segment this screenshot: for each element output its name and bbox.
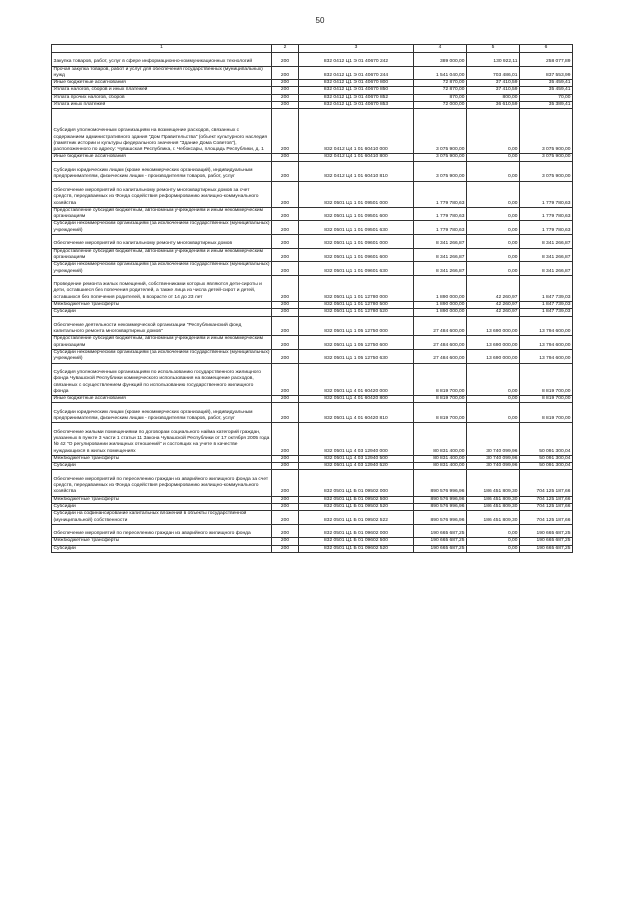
row-executed-cell: 0,00 [467, 235, 520, 249]
row-classification-cell: 832 0501 Ц1 4 03 12940 520 [299, 463, 414, 470]
row-code-cell: 200 [272, 363, 299, 396]
table-row [52, 102, 573, 109]
row-approved-cell: 890 576 996,96 [414, 496, 467, 503]
row-approved-cell: 27 484 600,00 [414, 336, 467, 350]
row-classification-cell: 832 0501 Ц1 1 01 09601 000 [299, 235, 414, 249]
row-approved-cell: 870,00 [414, 94, 467, 101]
row-remaining-cell: 8 341 266,87 [520, 235, 573, 249]
row-name-cell: Обеспечение мероприятий по капитальному ремонту многоквартирных домов [52, 235, 272, 249]
row-code-cell: 200 [272, 154, 299, 161]
row-remaining-cell: 50 091 300,04 [520, 423, 573, 456]
row-classification-cell: 832 0501 Ц1 1 01 12780 520 [299, 309, 414, 316]
row-classification-cell: 832 0501 Ц1 Б 01 09502 520 [299, 503, 414, 510]
row-executed-cell: 0,00 [467, 207, 520, 221]
table-row [52, 181, 573, 207]
row-name-cell: Обеспечение жилыми помещениями по договорам социального найма категорий граждан, указанных в пункте 3 части 1 статьи 11 Закона Чувашской Республики от 17 октября 2005 года № 42 "О регулировании жилищных отношений" и состоящих на учете в качестве нуждающихся в жилых помещениях [52, 423, 272, 456]
table-row [52, 262, 573, 276]
row-approved-cell: 8 819 700,00 [414, 403, 467, 423]
row-approved-cell: 1 890 000,00 [414, 275, 467, 301]
table-row [52, 53, 573, 67]
row-remaining-cell: 704 125 187,66 [520, 503, 573, 510]
row-approved-cell: 389 000,00 [414, 53, 467, 67]
row-executed-cell: 13 690 000,00 [467, 350, 520, 364]
row-name-cell: Субсидии [52, 309, 272, 316]
row-name-cell: Уплата прочих налогов, сборов [52, 94, 272, 101]
row-executed-cell: 30 740 099,96 [467, 455, 520, 462]
budget-table [51, 44, 573, 553]
row-classification-cell: 832 0501 Ц1 1 01 09501 000 [299, 181, 414, 207]
row-code-cell: 200 [272, 463, 299, 470]
table-row [52, 511, 573, 525]
row-code-cell: 200 [272, 94, 299, 101]
row-executed-cell: 703 486,01 [467, 66, 520, 80]
row-remaining-cell: 13 794 600,00 [520, 350, 573, 364]
row-remaining-cell: 704 125 187,66 [520, 511, 573, 525]
row-classification-cell: 832 0501 Ц1 1 01 09601 630 [299, 262, 414, 276]
row-approved-cell: 80 831 400,00 [414, 455, 467, 462]
row-code-cell: 200 [272, 455, 299, 462]
row-name-cell: Закупка товаров, работ, услуг в сфере информационно-коммуникационных технологий [52, 53, 272, 67]
row-name-cell: Субсидия уполномоченным организациям на возмещение расходов, связанных с содержанием административного здания "Дом Правительства" (объект культурного наследия (памятник истории и культуры федерального значения "Здание Дома Советов"), расположенного по адресу: Чувашская Республика, г. Чебоксары, площадь Республики, д. 1 [52, 109, 272, 154]
table-row [52, 470, 573, 496]
row-code-cell: 200 [272, 181, 299, 207]
row-approved-cell: 190 665 687,25 [414, 538, 467, 545]
row-code-cell: 200 [272, 403, 299, 423]
row-code-cell: 200 [272, 336, 299, 350]
row-approved-cell: 8 341 266,87 [414, 235, 467, 249]
row-executed-cell: 0,00 [467, 154, 520, 161]
row-name-cell: Уплата налогов, сборов и иных платежей [52, 87, 272, 94]
row-name-cell: Предоставление субсидий бюджетным, автономным учреждениям и иным некоммерческим организациям [52, 336, 272, 350]
row-executed-cell: 0,00 [467, 538, 520, 545]
table-row [52, 94, 573, 101]
row-executed-cell: 13 690 000,00 [467, 336, 520, 350]
row-executed-cell: 37 410,59 [467, 87, 520, 94]
row-classification-cell: 832 0412 Ц1 Э 01 40670 244 [299, 66, 414, 80]
table-row [52, 403, 573, 423]
row-remaining-cell: 13 794 600,00 [520, 316, 573, 336]
row-name-cell: Субсидии [52, 545, 272, 552]
row-approved-cell: 890 576 996,96 [414, 470, 467, 496]
row-executed-cell: 30 740 099,96 [467, 423, 520, 456]
row-classification-cell: 832 0412 Ц1 Э 01 40670 242 [299, 53, 414, 67]
row-classification-cell: 832 0501 Ц1 4 01 60420 000 [299, 363, 414, 396]
table-row [52, 309, 573, 316]
row-executed-cell: 186 451 809,30 [467, 503, 520, 510]
row-code-cell: 200 [272, 248, 299, 262]
row-remaining-cell: 837 553,99 [520, 66, 573, 80]
row-approved-cell: 27 484 600,00 [414, 316, 467, 336]
row-code-cell: 200 [272, 87, 299, 94]
table-row [52, 161, 573, 181]
row-approved-cell: 1 541 040,00 [414, 66, 467, 80]
row-code-cell: 200 [272, 235, 299, 249]
table-row [52, 154, 573, 161]
row-code-cell: 200 [272, 53, 299, 67]
row-executed-cell: 186 451 809,30 [467, 496, 520, 503]
row-approved-cell: 72 000,00 [414, 102, 467, 109]
row-classification-cell: 832 0501 Ц1 Б 01 09602 520 [299, 545, 414, 552]
row-code-cell: 200 [272, 423, 299, 456]
row-name-cell: Предоставление субсидий бюджетным, автономным учреждениям и иным некоммерческим организациям [52, 207, 272, 221]
table-row [52, 316, 573, 336]
row-name-cell: Субсидии некоммерческим организациям (за исключением государственных (муниципальных) учреждений) [52, 350, 272, 364]
row-code-cell: 200 [272, 302, 299, 309]
row-code-cell: 200 [272, 221, 299, 235]
row-executed-cell: 0,00 [467, 545, 520, 552]
row-approved-cell: 3 075 900,00 [414, 161, 467, 181]
row-executed-cell: 42 260,97 [467, 309, 520, 316]
table-row [52, 503, 573, 510]
row-classification-cell: 832 0501 Ц1 4 03 12940 500 [299, 455, 414, 462]
row-remaining-cell: 704 125 187,66 [520, 496, 573, 503]
row-name-cell: Межбюджетные трансферты [52, 496, 272, 503]
row-approved-cell: 80 831 400,00 [414, 463, 467, 470]
row-executed-cell: 0,00 [467, 221, 520, 235]
row-classification-cell: 832 0412 Ц4 1 01 60410 000 [299, 109, 414, 154]
row-remaining-cell: 1 847 739,03 [520, 275, 573, 301]
row-remaining-cell: 190 665 687,25 [520, 545, 573, 552]
row-name-cell: Субсидии [52, 503, 272, 510]
row-code-cell: 200 [272, 275, 299, 301]
row-remaining-cell: 1 847 739,03 [520, 309, 573, 316]
row-code-cell: 200 [272, 470, 299, 496]
row-remaining-cell: 13 794 600,00 [520, 336, 573, 350]
row-code-cell: 200 [272, 524, 299, 538]
row-approved-cell: 1 779 780,63 [414, 221, 467, 235]
table-row [52, 463, 573, 470]
row-classification-cell: 832 0501 Ц1 1 05 12750 000 [299, 316, 414, 336]
header-cell: 5 [467, 45, 520, 53]
row-name-cell: Межбюджетные трансферты [52, 538, 272, 545]
row-approved-cell: 3 075 900,00 [414, 109, 467, 154]
table-row [52, 109, 573, 154]
row-code-cell: 200 [272, 511, 299, 525]
row-classification-cell: 832 0501 Ц1 4 03 12940 000 [299, 423, 414, 456]
row-approved-cell: 890 576 996,96 [414, 511, 467, 525]
row-executed-cell: 0,00 [467, 248, 520, 262]
row-code-cell: 200 [272, 109, 299, 154]
row-name-cell: Субсидии некоммерческим организациям (за исключением государственных (муниципальных) учреждений) [52, 262, 272, 276]
table-row [52, 363, 573, 396]
row-remaining-cell: 1 847 739,03 [520, 302, 573, 309]
row-name-cell: Субсидия уполномоченным организациям по использованию государственного жилищного фонда Чувашской Республики коммерческого использования на возмещение расходов, связанных с осуществлением функций по использованию государственного жилищного фонда [52, 363, 272, 396]
row-remaining-cell: 1 779 780,63 [520, 181, 573, 207]
row-executed-cell: 13 690 000,00 [467, 316, 520, 336]
row-classification-cell: 832 0412 Ц1 Э 01 40670 853 [299, 102, 414, 109]
row-approved-cell: 72 870,00 [414, 87, 467, 94]
row-executed-cell: 186 451 809,30 [467, 470, 520, 496]
row-classification-cell: 832 0412 Ц1 Э 01 40670 850 [299, 87, 414, 94]
row-code-cell: 200 [272, 545, 299, 552]
row-classification-cell: 832 0412 Ц1 Э 01 40670 800 [299, 80, 414, 87]
row-executed-cell: 130 922,11 [467, 53, 520, 67]
row-name-cell: Иные бюджетные ассигнования [52, 396, 272, 403]
row-approved-cell: 3 075 900,00 [414, 154, 467, 161]
row-classification-cell: 832 0501 Ц1 Б 01 09502 000 [299, 470, 414, 496]
row-remaining-cell: 190 665 687,25 [520, 538, 573, 545]
row-executed-cell: 42 260,97 [467, 275, 520, 301]
row-executed-cell: 42 260,97 [467, 302, 520, 309]
row-executed-cell: 0,00 [467, 363, 520, 396]
row-remaining-cell: 3 075 900,00 [520, 154, 573, 161]
row-code-cell: 200 [272, 316, 299, 336]
row-remaining-cell: 8 819 700,00 [520, 363, 573, 396]
row-classification-cell: 832 0501 Ц1 1 01 09601 600 [299, 248, 414, 262]
row-remaining-cell: 8 819 700,00 [520, 396, 573, 403]
row-remaining-cell: 50 091 300,04 [520, 455, 573, 462]
table-row [52, 302, 573, 309]
row-name-cell: Прочая закупка товаров, работ и услуг для обеспечения государственных (муниципальных) нужд [52, 66, 272, 80]
row-code-cell: 200 [272, 207, 299, 221]
row-approved-cell: 190 665 687,25 [414, 524, 467, 538]
row-approved-cell: 80 831 400,00 [414, 423, 467, 456]
row-executed-cell: 0,00 [467, 396, 520, 403]
row-approved-cell: 1 890 000,00 [414, 302, 467, 309]
row-approved-cell: 1 890 000,00 [414, 309, 467, 316]
row-classification-cell: 832 0501 Ц1 1 01 09501 600 [299, 207, 414, 221]
table-row [52, 221, 573, 235]
row-classification-cell: 832 0501 Ц1 4 01 60420 810 [299, 403, 414, 423]
row-code-cell: 200 [272, 80, 299, 87]
row-remaining-cell: 70,00 [520, 94, 573, 101]
table-row [52, 350, 573, 364]
table-row [52, 538, 573, 545]
table-row [52, 496, 573, 503]
row-classification-cell: 832 0412 Ц4 1 01 60410 810 [299, 161, 414, 181]
row-classification-cell: 832 0501 Ц1 1 05 12750 630 [299, 350, 414, 364]
row-code-cell: 200 [272, 496, 299, 503]
table-row [52, 66, 573, 80]
row-code-cell: 200 [272, 161, 299, 181]
row-approved-cell: 1 779 780,63 [414, 207, 467, 221]
row-remaining-cell: 8 341 266,87 [520, 262, 573, 276]
row-name-cell: Уплата иных платежей [52, 102, 272, 109]
row-name-cell: Субсидии [52, 463, 272, 470]
row-name-cell: Субсидии некоммерческим организациям (за исключением государственных (муниципальных) учреждений) [52, 221, 272, 235]
row-name-cell: Межбюджетные трансферты [52, 302, 272, 309]
row-code-cell: 200 [272, 538, 299, 545]
row-code-cell: 200 [272, 102, 299, 109]
page-number: 50 [315, 16, 325, 25]
table-row [52, 275, 573, 301]
row-name-cell: Предоставление субсидий бюджетным, автономным учреждениям и иным некоммерческим организациям [52, 248, 272, 262]
row-remaining-cell: 190 665 687,25 [520, 524, 573, 538]
header-cell: 3 [299, 45, 414, 53]
row-classification-cell: 832 0501 Ц1 1 05 12750 600 [299, 336, 414, 350]
row-remaining-cell: 35 389,41 [520, 102, 573, 109]
row-executed-cell: 30 740 099,96 [467, 463, 520, 470]
row-classification-cell: 832 0501 Ц1 Б 01 09602 000 [299, 524, 414, 538]
row-approved-cell: 8 341 266,87 [414, 262, 467, 276]
row-executed-cell: 0,00 [467, 262, 520, 276]
header-cell: 2 [272, 45, 299, 53]
row-classification-cell: 832 0501 Ц1 1 01 09501 630 [299, 221, 414, 235]
header-cell: 1 [52, 45, 272, 53]
row-remaining-cell: 35 459,41 [520, 80, 573, 87]
table-row [52, 455, 573, 462]
table-row [52, 524, 573, 538]
row-remaining-cell: 8 341 266,87 [520, 248, 573, 262]
row-approved-cell: 8 819 700,00 [414, 396, 467, 403]
row-approved-cell: 1 779 780,63 [414, 181, 467, 207]
row-remaining-cell: 3 075 900,00 [520, 161, 573, 181]
row-classification-cell: 832 0501 Ц1 1 01 12780 500 [299, 302, 414, 309]
row-remaining-cell: 704 125 187,66 [520, 470, 573, 496]
row-name-cell: Субсидии юридическим лицам (кроме некоммерческих организаций), индивидуальным предпринимателям, физическим лицам - производителям товаров, работ, услуг [52, 403, 272, 423]
row-remaining-cell: 35 459,41 [520, 87, 573, 94]
row-name-cell: Межбюджетные трансферты [52, 455, 272, 462]
table-row [52, 396, 573, 403]
row-remaining-cell: 50 091 300,04 [520, 463, 573, 470]
row-approved-cell: 8 819 700,00 [414, 363, 467, 396]
row-name-cell: Субсидии на софинансирование капитальных вложений в объекты государственной (муниципальной) собственности [52, 511, 272, 525]
table-row [52, 207, 573, 221]
table-row [52, 248, 573, 262]
row-executed-cell: 0,00 [467, 109, 520, 154]
row-name-cell: Обеспечение мероприятий по капитальному ремонту многоквартирных домов за счет средств, передаваемых из Фонда содействия реформированию жилищно-коммунального хозяйства [52, 181, 272, 207]
table-row [52, 87, 573, 94]
row-classification-cell: 832 0501 Ц1 4 01 60420 800 [299, 396, 414, 403]
row-classification-cell: 832 0501 Ц1 Б 01 09502 500 [299, 496, 414, 503]
row-code-cell: 200 [272, 309, 299, 316]
row-name-cell: Иные бюджетные ассигнования [52, 154, 272, 161]
row-classification-cell: 832 0501 Ц1 Б 01 09502 522 [299, 511, 414, 525]
row-executed-cell: 37 410,59 [467, 80, 520, 87]
row-approved-cell: 190 665 687,25 [414, 545, 467, 552]
row-executed-cell: 0,00 [467, 161, 520, 181]
row-code-cell: 200 [272, 503, 299, 510]
row-code-cell: 200 [272, 350, 299, 364]
row-remaining-cell: 3 075 900,00 [520, 109, 573, 154]
row-classification-cell: 832 0412 Ц4 1 01 60410 800 [299, 154, 414, 161]
row-remaining-cell: 258 077,89 [520, 53, 573, 67]
table-row [52, 336, 573, 350]
row-executed-cell: 0,00 [467, 524, 520, 538]
row-approved-cell: 27 484 600,00 [414, 350, 467, 364]
row-name-cell: Субсидии юридическим лицам (кроме некоммерческих организаций), индивидуальным предпринимателям, физическим лицам - производителям товаров, работ, услуг [52, 161, 272, 181]
table-row [52, 80, 573, 87]
header-cell: 6 [520, 45, 573, 53]
table-row [52, 235, 573, 249]
row-code-cell: 200 [272, 262, 299, 276]
row-name-cell: Обеспечение мероприятий по переселению граждан из аварийного жилищного фонда за счет средств, передаваемых из Фонда содействия реформированию жилищно-коммунального хозяйства [52, 470, 272, 496]
row-executed-cell: 0,00 [467, 181, 520, 207]
row-classification-cell: 832 0501 Ц1 Б 01 09602 500 [299, 538, 414, 545]
row-remaining-cell: 8 819 700,00 [520, 403, 573, 423]
row-approved-cell: 72 870,00 [414, 80, 467, 87]
table-row [52, 545, 573, 552]
row-classification-cell: 832 0412 Ц1 Э 01 40670 852 [299, 94, 414, 101]
row-name-cell: Проведение ремонта жилых помещений, собственниками которых являются дети-сироты и дети, оставшиеся без попечения родителей, а также лица из числа детей-сирот и детей, оставшихся без попечения родителей, в возрасте от 14 до 23 лет [52, 275, 272, 301]
row-executed-cell: 186 451 809,30 [467, 511, 520, 525]
header-cell: 4 [414, 45, 467, 53]
table-row [52, 423, 573, 456]
row-name-cell: Обеспечение деятельности некоммерческой организации "Республиканский фонд капитального ремонта многоквартирных домов" [52, 316, 272, 336]
row-code-cell: 200 [272, 66, 299, 80]
row-executed-cell: 800,00 [467, 94, 520, 101]
row-name-cell: Обеспечение мероприятий по переселению граждан из аварийного жилищного фонда [52, 524, 272, 538]
row-executed-cell: 0,00 [467, 403, 520, 423]
row-code-cell: 200 [272, 396, 299, 403]
row-remaining-cell: 1 779 780,63 [520, 221, 573, 235]
row-remaining-cell: 1 779 780,63 [520, 207, 573, 221]
row-approved-cell: 8 341 266,87 [414, 248, 467, 262]
row-name-cell: Иные бюджетные ассигнования [52, 80, 272, 87]
header-row [52, 45, 573, 53]
row-classification-cell: 832 0501 Ц1 1 01 12780 000 [299, 275, 414, 301]
row-approved-cell: 890 576 996,96 [414, 503, 467, 510]
row-executed-cell: 36 610,59 [467, 102, 520, 109]
